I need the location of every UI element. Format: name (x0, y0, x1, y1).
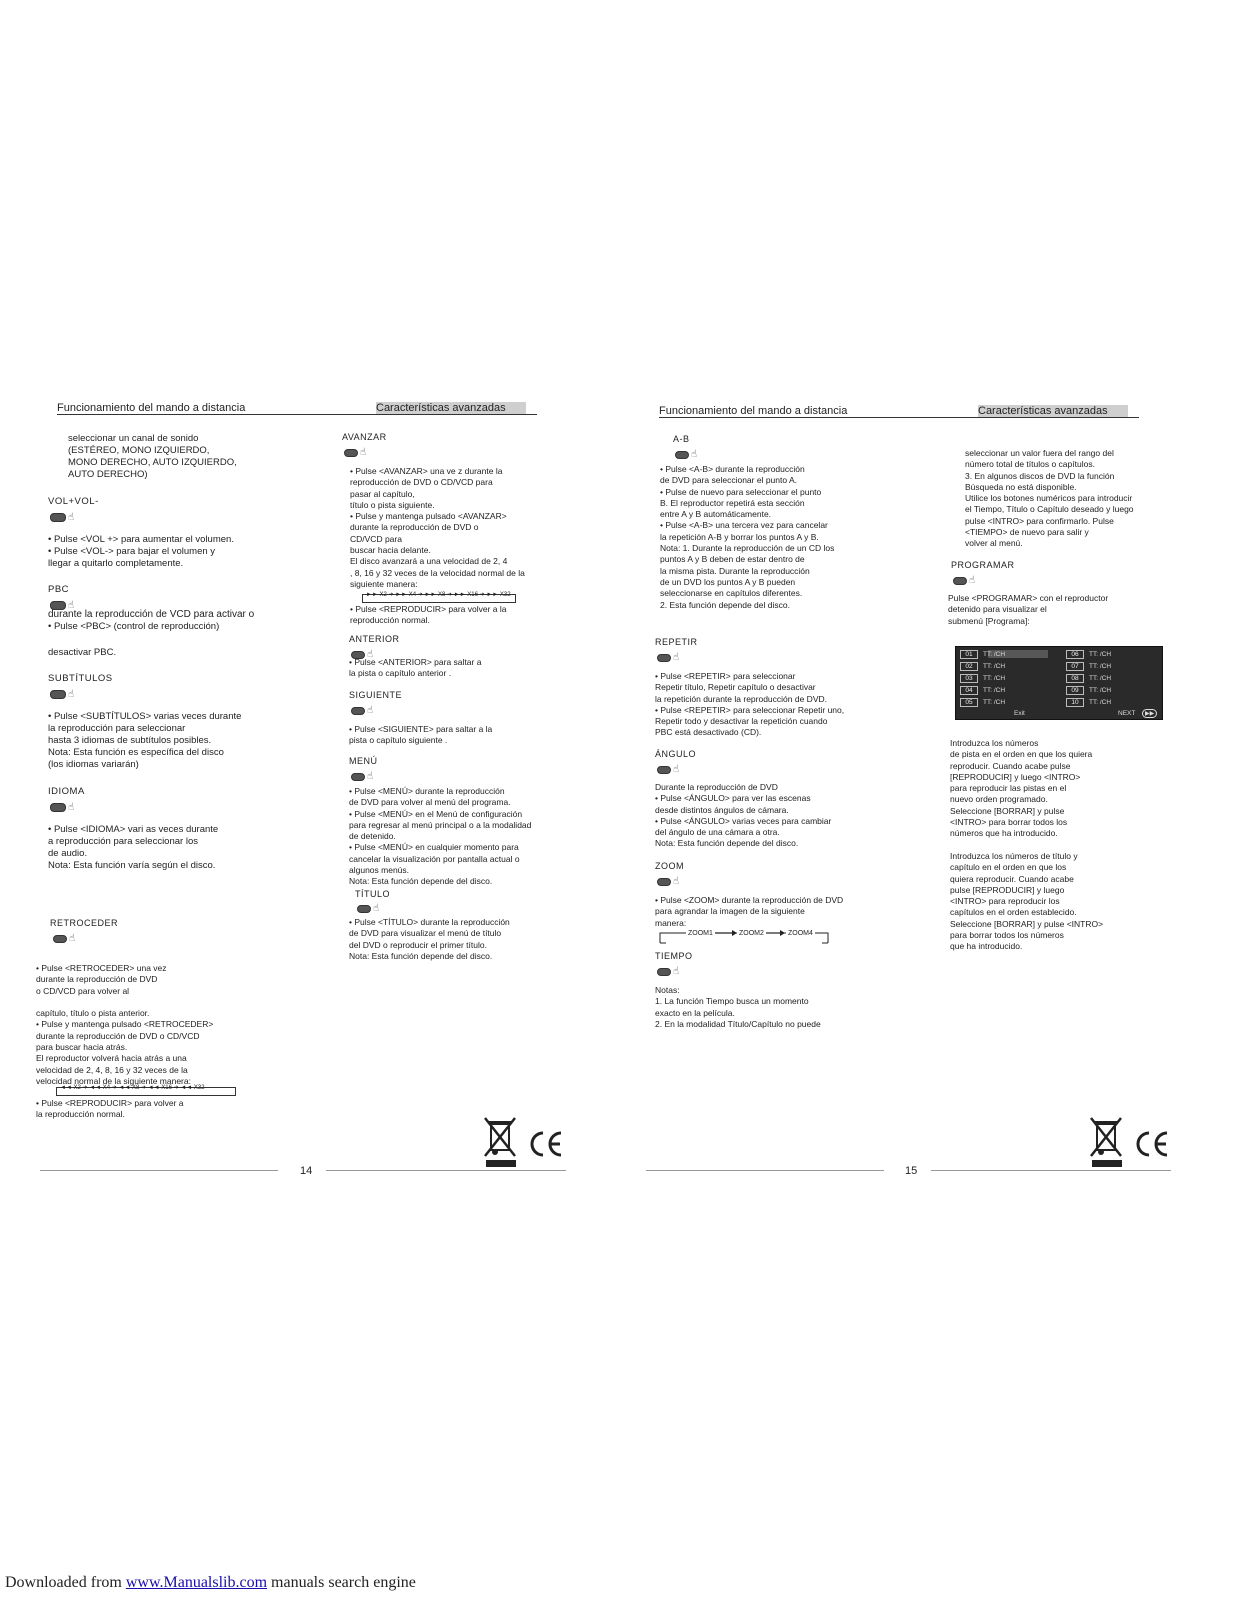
text-line: desactivar PBC. (48, 647, 117, 658)
text-line: • Pulse <SIGUIENTE> para saltar a la (349, 724, 493, 734)
text-line: Repetir todo y desactivar la repetición cuando (655, 716, 828, 727)
rewind-speed-sequence: ◄◄ X2 ➜ ◄◄ X4 ➜ ◄◄ X8 ➜ ◄◄ X16 ➜ ◄◄ X32 (60, 1085, 205, 1091)
text-line: Nota: Esta función depende del disco. (349, 876, 493, 887)
text-line: Introduzca los números (950, 738, 1039, 748)
download-footer-suffix: manuals search engine (267, 1574, 416, 1591)
hand-pointer-icon: ☝ (367, 705, 374, 717)
program-row (1066, 662, 1111, 671)
text-line: la reproducción para seleccionar (48, 723, 186, 734)
remote-button-icon (357, 905, 371, 913)
pbc-text (48, 609, 254, 659)
text-line: del ángulo de una cámara a otra. (655, 827, 780, 838)
text-line: durante la reproducción de DVD o CD/VCD (36, 1030, 200, 1041)
siguiente-section-title: SIGUIENTE (349, 690, 403, 700)
text-line: <TIEMPO> de nuevo para salir y (965, 527, 1089, 538)
pbc-section-title: PBC (48, 584, 70, 595)
program-slot-value: TT: /CH (1089, 687, 1112, 694)
text-line: de detenido. (349, 831, 396, 842)
menu-section-title: MENÚ (349, 756, 378, 766)
text-line: velocidad de 2, 4, 8, 16 y 32 veces de la (36, 1064, 188, 1075)
remote-button-icon (351, 707, 365, 715)
program-slot-number: 09 (1066, 686, 1084, 695)
text-line: Búsqueda no está disponible. (965, 481, 1077, 492)
next-arrow-icon: ▶▶ (1142, 709, 1157, 718)
text-line: manera: (655, 917, 687, 928)
p15-col2-intro (965, 448, 1134, 550)
text-line: Seleccione [BORRAR] y pulse (950, 805, 1065, 816)
program-row (1066, 674, 1111, 683)
text-line: • Pulse <VOL +> para aumentar el volumen. (48, 534, 234, 545)
text-line: siguiente manera: (350, 578, 418, 589)
remote-button-icon (675, 451, 689, 459)
text-line: Nota: Esta función depende del disco. (655, 838, 799, 849)
text-line: que ha introducido. (950, 941, 1023, 952)
program-row (1066, 650, 1111, 659)
text-line: Durante la reproducción de DVD (655, 782, 778, 792)
avanzar-after-text (350, 604, 507, 627)
program-row (960, 650, 1005, 659)
text-line: 3. En algunos discos de DVD la función (965, 470, 1115, 481)
subtitulos-text (48, 711, 241, 771)
text-line: de un DVD los puntos A y B pueden (660, 576, 796, 587)
repetir-button-graphic (657, 649, 679, 667)
idioma-text (48, 824, 218, 872)
text-line: número total de títulos o capítulos. (965, 459, 1095, 470)
text-line: Nota: 1. Durante la reproducción de un CD los (660, 543, 835, 554)
text-line (48, 633, 254, 645)
ce-mark-icon (528, 1130, 564, 1158)
text-line: durante la reproducción de DVD (36, 974, 158, 985)
text-line: AUTO DERECHO) (68, 469, 148, 480)
page15-footer-rule-left (646, 1170, 884, 1171)
hand-pointer-icon: ☝ (68, 512, 75, 524)
text-line: • Pulse <SUBTÍTULOS> varias veces durante (48, 711, 242, 722)
retroceder-text (36, 963, 213, 1087)
text-line: PBC está desactivado (CD). (655, 727, 762, 738)
text-line: Introduzca los números de título y (950, 850, 1078, 861)
program-exit-label: Exit (1014, 710, 1025, 717)
text-line: Seleccione [BORRAR] y pulse <INTRO> (950, 918, 1104, 929)
text-line: El reproductor volverá hacia atrás a una (36, 1053, 187, 1064)
text-line: nuevo orden programado. (950, 794, 1048, 805)
titulo-text (349, 917, 510, 962)
text-line: pasar al capítulo, (350, 488, 415, 499)
avanzar-text (350, 466, 525, 590)
text-line: para reproducir las pistas en el (950, 783, 1067, 794)
ce-mark-icon (1134, 1130, 1170, 1158)
tiempo-text (655, 985, 821, 1030)
text-line: Nota: Esta función varía según el disco. (48, 860, 216, 871)
anterior-section-title: ANTERIOR (349, 634, 400, 644)
repetir-section-title: REPETIR (655, 637, 698, 647)
program-slot-value: TT: /CH (1089, 663, 1112, 670)
hand-pointer-icon: ☝ (673, 876, 680, 888)
program-row (960, 674, 1005, 683)
weee-bin-icon (1089, 1116, 1125, 1168)
text-line: de audio. (48, 848, 88, 859)
program-slot-number: 07 (1066, 662, 1084, 671)
zoom-step-1: ZOOM1 (688, 930, 713, 937)
text-line: Nota: Esta función es específica del disco (48, 747, 224, 758)
text-line: reproducir. Cuando acabe pulse (950, 760, 1071, 771)
hand-pointer-icon: ☝ (373, 903, 380, 915)
text-line: durante la reproducción de VCD para activar o (48, 609, 255, 620)
program-submenu-screen (955, 646, 1163, 720)
hand-pointer-icon: ☝ (360, 447, 367, 459)
text-line: durante la reproducción de DVD o (350, 522, 479, 533)
manualslib-link[interactable]: www.Manualslib.com (125, 1574, 268, 1591)
anterior-text (349, 657, 481, 680)
text-line: • Pulse y mantenga pulsado <RETROCEDER> (36, 1019, 214, 1030)
page15-header-rule (659, 417, 1139, 418)
text-line: llegar a quitarlo completamente. (48, 558, 184, 569)
menu-text (349, 786, 531, 888)
hand-pointer-icon: ☝ (691, 449, 698, 461)
text-line: para agrandar la imagen de la siguiente (655, 906, 805, 917)
page14-header-right: Características avanzadas (376, 402, 526, 414)
text-line: • Pulse <A-B> una tercera vez para cancelar (660, 520, 828, 531)
programar-button-graphic (953, 572, 975, 590)
text-line: entre A y B automáticamente. (660, 509, 772, 520)
avanzar-section-title: AVANZAR (342, 432, 387, 442)
text-line: velocidad normal de la siguiente manera: (36, 1075, 191, 1086)
remote-button-icon (351, 773, 365, 781)
text-line: • Pulse <TÍTULO> durante la reproducción (349, 917, 510, 927)
page15-footer-rule-right (931, 1170, 1171, 1171)
text-line: de DVD para seleccionar el punto A. (660, 475, 798, 486)
text-line: la repetición durante la reproducción de DVD. (655, 693, 827, 704)
remote-button-icon (657, 654, 671, 662)
text-line: Repetir título, Repetir capítulo o desactivar (655, 682, 816, 693)
text-line: hasta 3 idiomas de subtítulos posibles. (48, 735, 212, 746)
text-line: la misma pista. Durante la reproducción (660, 565, 810, 576)
text-line: algunos menús. (349, 865, 410, 876)
text-line: seleccionar un valor fuera del rango del (965, 448, 1114, 458)
page15-number: 15 (905, 1165, 918, 1177)
page15-header-left: Funcionamiento del mando a distancia (659, 405, 848, 417)
text-line: • Pulse <IDIOMA> vari as veces durante (48, 824, 219, 835)
menu-button-graphic (351, 768, 373, 786)
text-line: el Tiempo, Título o Capítulo deseado y luego (965, 504, 1134, 515)
text-line: de DVD para visualizar el menú de título (349, 928, 502, 939)
remote-button-icon (657, 766, 671, 774)
programar-text (948, 593, 1108, 627)
vol-button-graphic (50, 509, 74, 527)
angulo-button-graphic (657, 761, 679, 779)
program-slot-number: 03 (960, 674, 978, 683)
text-line: números que ha introducido. (950, 828, 1058, 839)
text-line: título o pista siguiente. (350, 499, 435, 510)
text-line: • Pulse <PBC> (control de reproducción) (48, 621, 220, 632)
program-row (1066, 686, 1111, 695)
text-line: <INTRO> para borrar todos los (950, 817, 1068, 828)
hand-pointer-icon: ☝ (673, 652, 680, 664)
vol-section-title: VOL+VOL- (48, 496, 99, 507)
text-line: puntos A y B deben de estar dentro de (660, 554, 805, 565)
program-slot-number: 04 (960, 686, 978, 695)
text-line: Utilice los botones numéricos para introducir (965, 493, 1133, 504)
text-line: o CD/VCD para volver al (36, 985, 130, 996)
zoom-section-title: ZOOM (655, 861, 684, 871)
text-line: submenú [Programa]: (948, 615, 1030, 626)
repetir-text (655, 671, 844, 739)
retroceder-button-graphic (53, 930, 75, 948)
text-line (36, 997, 213, 1008)
subtitulos-button-graphic (50, 686, 74, 704)
text-line: El disco avanzará a una velocidad de 2, 4 (350, 556, 508, 567)
ab-text (660, 464, 834, 611)
page14-footer-rule-right (326, 1170, 566, 1171)
text-line: , 8, 16 y 32 veces de la velocidad normal de la (350, 567, 525, 578)
text-line: reproducción de DVD o CD/VCD para (350, 477, 493, 488)
hand-pointer-icon: ☝ (367, 771, 374, 783)
text-line: • Pulse <MENÚ> durante la reproducción (349, 786, 505, 796)
text-line: • Pulse <A-B> durante la reproducción (660, 464, 805, 474)
text-line: [REPRODUCIR] y luego <INTRO> (950, 771, 1081, 782)
text-line: • Pulse <ÁNGULO> para ver las escenas (655, 793, 811, 804)
idioma-section-title: IDIOMA (48, 786, 85, 797)
subtitulos-section-title: SUBTÍTULOS (48, 673, 113, 684)
text-line: la pista o capítulo anterior . (349, 668, 452, 679)
text-line: reproducción normal. (350, 615, 430, 626)
text-line: • Pulse <MENÚ> en el Menú de configuración (349, 808, 523, 819)
program-slot-number: 05 (960, 698, 978, 707)
text-line: capítulo, título o pista anterior. (36, 1008, 150, 1019)
hand-pointer-icon: ☝ (69, 933, 76, 945)
text-line: • Pulse <ZOOM> durante la reproducción de DVD (655, 895, 844, 905)
text-line: • Pulse <REPETIR> para seleccionar (655, 671, 796, 681)
text-line: B. El reproductor repetirá esta sección (660, 497, 805, 508)
avanzar-button-graphic (344, 444, 366, 462)
text-line: Nota: Esta función depende del disco. (349, 950, 493, 961)
program-slot-number: 01 (960, 650, 978, 659)
text-line: de pista en el orden en que los quiera (950, 749, 1093, 760)
text-line: la reproducción normal. (36, 1109, 125, 1120)
ab-section-title: A-B (673, 434, 690, 444)
angulo-section-title: ÁNGULO (655, 749, 697, 759)
text-line: • Pulse <REPRODUCIR> para volver a la (350, 604, 507, 614)
text-line: (ESTÉREO, MONO IZQUIERDO, (68, 445, 210, 456)
remote-button-icon (50, 690, 66, 699)
hand-pointer-icon: ☝ (68, 689, 75, 701)
text-line (950, 840, 1103, 851)
program-slot-value: TT: /CH (1089, 699, 1112, 706)
page14-number: 14 (300, 1165, 313, 1177)
text-line: 1. La función Tiempo busca un momento (655, 996, 809, 1007)
hand-pointer-icon: ☝ (673, 764, 680, 776)
remote-button-icon (53, 935, 67, 943)
text-line: pulse <INTRO> para confirmarlo. Pulse (965, 515, 1114, 526)
hand-pointer-icon: ☝ (68, 802, 75, 814)
retroceder-section-title: RETROCEDER (50, 918, 119, 928)
text-line: Notas: (655, 985, 680, 995)
retroceder-after-text (36, 1098, 184, 1121)
weee-bin-icon (483, 1116, 519, 1168)
program-slot-number: 06 (1066, 650, 1084, 659)
page14-header-rule (57, 414, 537, 415)
hand-pointer-icon: ☝ (367, 649, 374, 661)
text-line: a reproducción para seleccionar los (48, 836, 198, 847)
program-slot-value: TT: /CH (983, 675, 1006, 682)
text-line: • Pulse y mantenga pulsado <AVANZAR> (350, 511, 507, 522)
hand-pointer-icon: ☝ (969, 575, 976, 587)
text-line: quiera reproducir. Cuando acabe (950, 873, 1074, 884)
remote-button-icon (657, 968, 671, 976)
text-line: desde distintos ángulos de cámara. (655, 804, 789, 815)
titulo-section-title: TÍTULO (355, 889, 391, 899)
text-line: • Pulse <VOL-> para bajar el volumen y (48, 546, 216, 557)
titulo-button-graphic (357, 900, 379, 918)
text-line: para regresar al menú principal o a la modalidad (349, 819, 532, 830)
page15-header-right: Características avanzadas (978, 405, 1128, 417)
text-line: del DVD o reproducir el primer título. (349, 939, 487, 950)
program-slot-number: 02 (960, 662, 978, 671)
text-line: <INTRO> para reproducir los (950, 896, 1060, 907)
program-slot-value: TT: /CH (983, 699, 1006, 706)
ab-button-graphic (675, 446, 697, 464)
zoom-text (655, 895, 843, 929)
text-line: MONO DERECHO, AUTO IZQUIERDO, (68, 457, 237, 468)
angulo-text (655, 782, 831, 850)
text-line: capítulo en el orden en que los (950, 862, 1067, 873)
text-line: • Pulse de nuevo para seleccionar el punto (660, 486, 822, 497)
text-line: pulse [REPRODUCIR] y luego (950, 884, 1065, 895)
hand-pointer-icon: ☝ (673, 966, 680, 978)
program-row (960, 662, 1005, 671)
program-next-label: NEXT (1118, 710, 1136, 717)
download-footer (5, 1574, 416, 1592)
text-line: la repetición A-B y borrar los puntos A y B. (660, 531, 819, 542)
text-line: 2. Esta función depende del disco. (660, 599, 790, 610)
program-slot-value: TT: /CH (983, 663, 1006, 670)
program-slot-value: TT: /CH (1089, 651, 1112, 658)
text-line: • Pulse <REPRODUCIR> para volver a (36, 1098, 184, 1108)
text-line: • Pulse <ÁNGULO> varias veces para cambiar (655, 815, 832, 826)
zoom-step-2: ZOOM2 (739, 930, 764, 937)
text-line: de DVD para volver al menú del programa. (349, 797, 511, 808)
remote-button-icon (657, 878, 671, 886)
text-line: para borrar todos los números (950, 930, 1064, 941)
program-row (960, 698, 1005, 707)
program-row (960, 686, 1005, 695)
remote-button-icon (50, 803, 66, 812)
program-row (1066, 698, 1111, 707)
text-line: seleccionarse en capítulos diferentes. (660, 588, 803, 599)
page14-header-left: Funcionamiento del mando a distancia (57, 402, 246, 414)
program-slot-number: 08 (1066, 674, 1084, 683)
tiempo-section-title: TIEMPO (655, 951, 693, 961)
zoom-button-graphic (657, 873, 679, 891)
text-line: cancelar la visualización por pantalla actual o (349, 853, 520, 864)
text-line: seleccionar un canal de sonido (68, 433, 199, 444)
text-line: • Pulse <REPETIR> para seleccionar Repetir uno, (655, 704, 845, 715)
text-line: pista o capítulo siguiente . (349, 735, 448, 746)
siguiente-text (349, 724, 492, 747)
zoom-step-3: ZOOM4 (788, 930, 813, 937)
text-line: exacto en la película. (655, 1007, 735, 1018)
text-line: • Pulse <AVANZAR> una ve z durante la (350, 466, 503, 476)
siguiente-button-graphic (351, 702, 373, 720)
remote-button-icon (953, 577, 967, 585)
text-line: detenido para visualizar el (948, 604, 1047, 615)
idioma-button-graphic (50, 799, 74, 817)
text-line: • Pulse <MENÚ> en cualquier momento para (349, 842, 519, 853)
hand-pointer-icon: ☝ (68, 600, 75, 612)
text-line: (los idiomas variarán) (48, 759, 139, 770)
remote-button-icon (344, 449, 358, 457)
forward-speed-sequence: ►► X2 ➜ ►► X4 ➜ ►► X8 ➜ ►► X16 ➜ ►► X32 (366, 592, 511, 598)
tiempo-button-graphic (657, 963, 679, 981)
download-footer-prefix: Downloaded from (5, 1574, 126, 1591)
program-slot-value: TT: /CH (1089, 675, 1112, 682)
text-line: • Pulse <ANTERIOR> para saltar a (349, 657, 482, 667)
text-line: volver al menú. (965, 538, 1023, 549)
remote-button-icon (50, 513, 66, 522)
program-slot-value: TT: /CH (983, 651, 1006, 658)
page14-footer-rule-left (40, 1170, 278, 1171)
text-line: CD/VCD para (350, 533, 402, 544)
p14-intro (68, 433, 237, 481)
text-line: 2. En la modalidad Título/Capítulo no puede (655, 1018, 821, 1029)
program-slot-value: TT: /CH (983, 687, 1006, 694)
programar-section-title: PROGRAMAR (951, 560, 1015, 570)
text-line: para buscar hacia atrás. (36, 1042, 128, 1053)
text-line: • Pulse <RETROCEDER> una vez (36, 963, 167, 973)
text-line: buscar hacia delante. (350, 545, 431, 556)
vol-text (48, 534, 234, 570)
programar-after-text (950, 738, 1103, 953)
text-line: Pulse <PROGRAMAR> con el reproductor (948, 593, 1109, 603)
program-slot-number: 10 (1066, 698, 1084, 707)
text-line: capítulos en el orden establecido. (950, 907, 1077, 918)
